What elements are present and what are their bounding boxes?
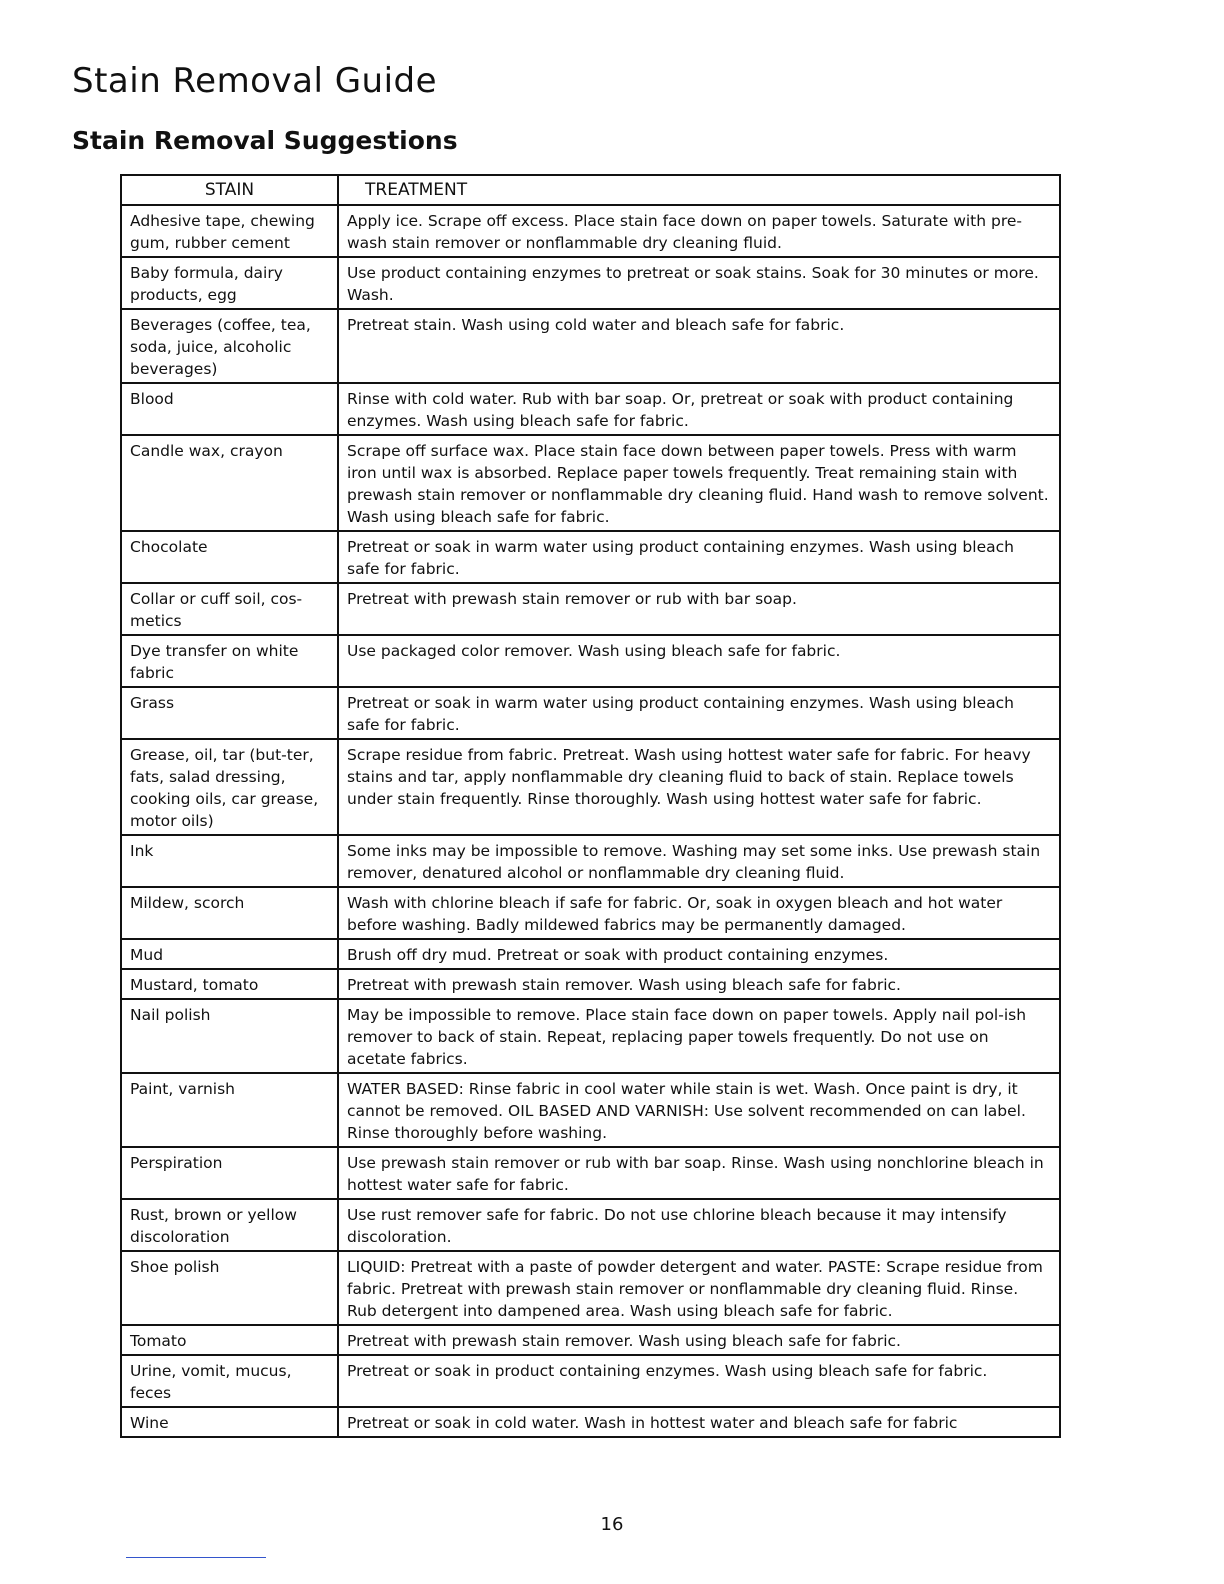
stain-cell: Urine, vomit, mucus, feces: [121, 1355, 338, 1407]
table-row: [121, 635, 1060, 687]
table-row: [121, 1325, 1060, 1355]
footer-rule: [126, 1557, 266, 1558]
table-row: [121, 939, 1060, 969]
stain-cell: Ink: [121, 835, 338, 887]
treatment-cell: Pretreat stain. Wash using cold water and bleach safe for fabric.: [338, 309, 1060, 383]
treatment-cell: LIQUID: Pretreat with a paste of powder detergent and water. PASTE: Scrape residue from fabric. Pretreat with prewash stain remover or nonflammable dry cleaning fluid. Rinse. Rub detergent into dampened area. Wash using bleach safe for fabric.: [338, 1251, 1060, 1325]
stain-cell: Grease, oil, tar (but-ter, fats, salad dressing, cooking oils, car grease, motor oils): [121, 739, 338, 835]
stain-cell: Shoe polish: [121, 1251, 338, 1325]
stain-cell: Baby formula, dairy products, egg: [121, 257, 338, 309]
stain-cell: Tomato: [121, 1325, 338, 1355]
table-row: [121, 1147, 1060, 1199]
stain-cell: Mildew, scorch: [121, 887, 338, 939]
page-number: 16: [600, 1514, 624, 1535]
treatment-cell: May be impossible to remove. Place stain face down on paper towels. Apply nail pol-ish remover to back of stain. Repeat, replacing paper towels frequently. Do not use on acetate fabrics.: [338, 999, 1060, 1073]
stain-column-header: STAIN: [121, 175, 338, 205]
treatment-cell: Brush off dry mud. Pretreat or soak with product containing enzymes.: [338, 939, 1060, 969]
treatment-cell: Wash with chlorine bleach if safe for fabric. Or, soak in oxygen bleach and hot water before washing. Badly mildewed fabrics may be permanently damaged.: [338, 887, 1060, 939]
stain-cell: Wine: [121, 1407, 338, 1437]
treatment-cell: Pretreat with prewash stain remover. Wash using bleach safe for fabric.: [338, 969, 1060, 999]
table-row: [121, 583, 1060, 635]
treatment-cell: Pretreat or soak in warm water using product containing enzymes. Wash using bleach safe for fabric.: [338, 531, 1060, 583]
stain-cell: Mud: [121, 939, 338, 969]
treatment-cell: Use prewash stain remover or rub with bar soap. Rinse. Wash using nonchlorine bleach in hottest water safe for fabric.: [338, 1147, 1060, 1199]
stain-removal-table: [120, 174, 1061, 1438]
treatment-cell: Scrape residue from fabric. Pretreat. Wash using hottest water safe for fabric. For heavy stains and tar, apply nonflammable dry cleaning fluid to back of stain. Replace towels under stain frequently. Rinse thoroughly. Wash using hottest water safe for fabric.: [338, 739, 1060, 835]
treatment-cell: Some inks may be impossible to remove. Washing may set some inks. Use prewash stain remover, denatured alcohol or nonflammable dry cleaning fluid.: [338, 835, 1060, 887]
table-row: [121, 383, 1060, 435]
table-header-row: [121, 175, 1060, 205]
treatment-cell: Use rust remover safe for fabric. Do not use chlorine bleach because it may intensify discoloration.: [338, 1199, 1060, 1251]
stain-cell: Dye transfer on white fabric: [121, 635, 338, 687]
stain-cell: Mustard, tomato: [121, 969, 338, 999]
treatment-cell: Pretreat or soak in cold water. Wash in hottest water and bleach safe for fabric: [338, 1407, 1060, 1437]
treatment-cell: Rinse with cold water. Rub with bar soap. Or, pretreat or soak with product containing enzymes. Wash using bleach safe for fabric.: [338, 383, 1060, 435]
stain-cell: Blood: [121, 383, 338, 435]
stain-cell: Paint, varnish: [121, 1073, 338, 1147]
table-row: [121, 969, 1060, 999]
stain-cell: Rust, brown or yellow discoloration: [121, 1199, 338, 1251]
treatment-cell: WATER BASED: Rinse fabric in cool water while stain is wet. Wash. Once paint is dry, it cannot be removed. OIL BASED AND VARNISH: Use solvent recommended on can label. Rinse thoroughly before washing.: [338, 1073, 1060, 1147]
table-row: [121, 531, 1060, 583]
table-row: [121, 435, 1060, 531]
table-row: [121, 835, 1060, 887]
table-row: [121, 999, 1060, 1073]
treatment-cell: Pretreat with prewash stain remover. Wash using bleach safe for fabric.: [338, 1325, 1060, 1355]
page-title: Stain Removal Guide: [72, 61, 438, 101]
treatment-cell: Use packaged color remover. Wash using bleach safe for fabric.: [338, 635, 1060, 687]
treatment-cell: Pretreat or soak in warm water using product containing enzymes. Wash using bleach safe for fabric.: [338, 687, 1060, 739]
table-row: [121, 1355, 1060, 1407]
table-row: [121, 887, 1060, 939]
treatment-column-header: TREATMENT: [338, 175, 1060, 205]
stain-cell: Beverages (coffee, tea, soda, juice, alcoholic beverages): [121, 309, 338, 383]
stain-cell: Nail polish: [121, 999, 338, 1073]
stain-cell: Grass: [121, 687, 338, 739]
treatment-cell: Use product containing enzymes to pretreat or soak stains. Soak for 30 minutes or more. Wash.: [338, 257, 1060, 309]
section-title: Stain Removal Suggestions: [72, 126, 458, 155]
table-row: [121, 1073, 1060, 1147]
table-row: [121, 1199, 1060, 1251]
stain-cell: Collar or cuff soil, cos-metics: [121, 583, 338, 635]
stain-cell: Adhesive tape, chewing gum, rubber cement: [121, 205, 338, 257]
table-row: [121, 1407, 1060, 1437]
stain-cell: Candle wax, crayon: [121, 435, 338, 531]
treatment-cell: Apply ice. Scrape off excess. Place stain face down on paper towels. Saturate with pre-wash stain remover or nonflammable dry cleaning fluid.: [338, 205, 1060, 257]
table-row: [121, 739, 1060, 835]
treatment-cell: Pretreat with prewash stain remover or rub with bar soap.: [338, 583, 1060, 635]
treatment-cell: Pretreat or soak in product containing enzymes. Wash using bleach safe for fabric.: [338, 1355, 1060, 1407]
stain-cell: Chocolate: [121, 531, 338, 583]
table-row: [121, 205, 1060, 257]
table-row: [121, 1251, 1060, 1325]
treatment-cell: Scrape off surface wax. Place stain face down between paper towels. Press with warm iron until wax is absorbed. Replace paper towels frequently. Treat remaining stain with prewash stain remover or nonflammable dry cleaning fluid. Hand wash to remove solvent. Wash using bleach safe for fabric.: [338, 435, 1060, 531]
table-row: [121, 309, 1060, 383]
table-row: [121, 687, 1060, 739]
stain-cell: Perspiration: [121, 1147, 338, 1199]
table-row: [121, 257, 1060, 309]
